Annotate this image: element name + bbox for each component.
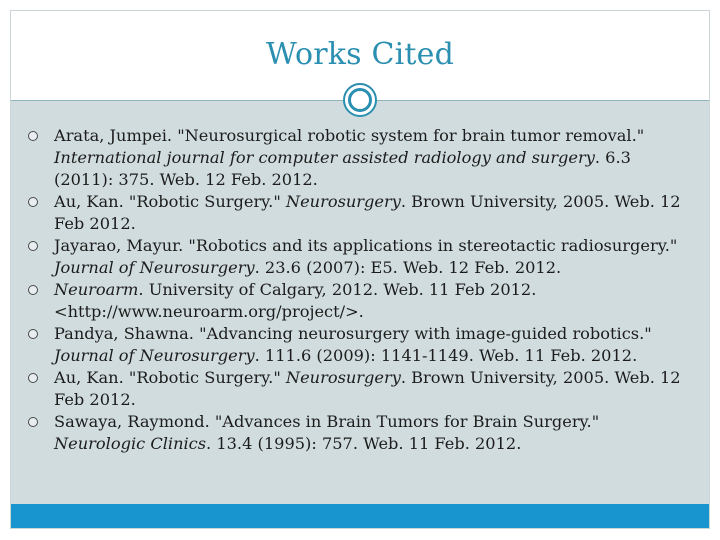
citation-text: Jayarao, Mayur. "Robotics and its applications in stereotactic radiosurgery.": [54, 236, 678, 255]
citation-details: . 13.4 (1995): 757. Web. 11 Feb. 2012.: [206, 434, 522, 453]
slide-frame: [10, 10, 710, 529]
citation-source: International journal for computer assisted radiology and surgery: [54, 148, 595, 167]
citation-details: . Brown University, 2005. Web. 12 Feb 2012.: [54, 192, 681, 233]
citation-text: Arata, Jumpei. "Neurosurgical robotic system for brain tumor removal.": [54, 126, 645, 145]
citation-item: [19, 125, 695, 191]
slide-title: Works Cited: [265, 37, 455, 72]
citation-item: [19, 323, 695, 367]
bullet-circle-icon: [28, 285, 38, 295]
citation-details: . 23.6 (2007): E5. Web. 12 Feb. 2012.: [254, 258, 562, 277]
citation-details: . Brown University, 2005. Web. 12 Feb 2012.: [54, 368, 681, 409]
works-cited-list: [19, 125, 695, 455]
bullet-circle-icon: [28, 241, 38, 251]
citation-text: Au, Kan. "Robotic Surgery.": [54, 368, 286, 387]
bullet-circle-icon: [28, 329, 38, 339]
citation-item: [19, 235, 695, 279]
citation-source: Journal of Neurosurgery: [54, 258, 255, 277]
footer-bar: [11, 504, 709, 528]
citation-item: [19, 191, 695, 235]
citation-text: Pandya, Shawna. "Advancing neurosurgery with image-guided robotics.": [54, 324, 652, 343]
circle-ornament-icon: [343, 83, 377, 117]
citation-item: [19, 279, 695, 323]
citation-source: Neurosurgery: [285, 368, 401, 387]
bullet-circle-icon: [28, 197, 38, 207]
bullet-circle-icon: [28, 131, 38, 141]
citation-item: [19, 411, 695, 455]
citation-source: Neuroarm: [54, 280, 139, 299]
citation-text: Au, Kan. "Robotic Surgery.": [54, 192, 286, 211]
citation-source: Neurologic Clinics: [54, 434, 207, 453]
citation-text: Sawaya, Raymond. "Advances in Brain Tumors for Brain Surgery.": [54, 412, 600, 431]
citation-details: . 6.3 (2011): 375. Web. 12 Feb. 2012.: [54, 148, 631, 189]
citation-source: Neurosurgery: [285, 192, 401, 211]
citation-details: . University of Calgary, 2012. Web. 11 Feb 2012. <http://www.neuroarm.org/project/>.: [54, 280, 537, 321]
bullet-circle-icon: [28, 417, 38, 427]
citation-item: [19, 367, 695, 411]
citation-details: . 111.6 (2009): 1141-1149. Web. 11 Feb. 2012.: [254, 346, 638, 365]
citation-source: Journal of Neurosurgery: [54, 346, 255, 365]
bullet-circle-icon: [28, 373, 38, 383]
